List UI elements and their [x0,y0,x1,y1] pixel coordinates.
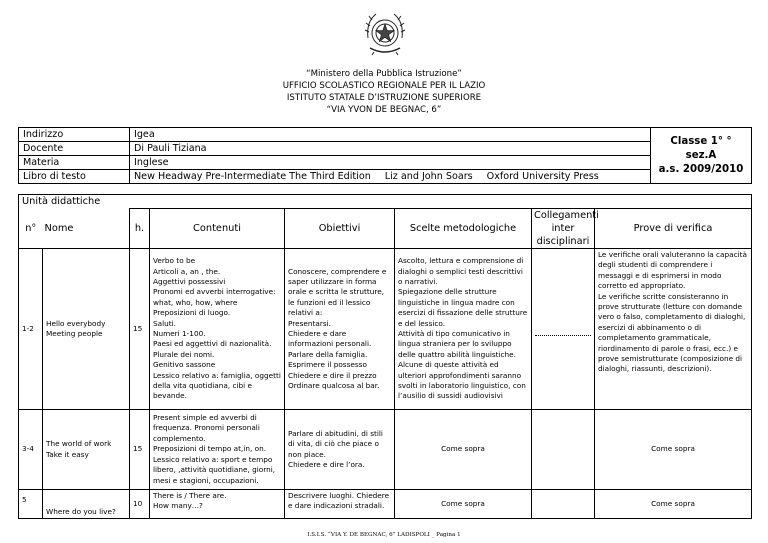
ore-header: h. [130,209,150,249]
row-ore: 15 [130,249,150,410]
unita-didattiche-header: Unità didattiche [19,195,752,209]
table-row [19,410,752,490]
row-collegamenti [532,490,595,519]
row-ore: 15 [130,410,150,490]
row-obiettivi: Conoscere, comprendere e saper utilizzare in forma orale e scritta le strutture, le funzioni ed il lessico relativi a: Presentarsi. Chiedere e dare informazioni personali. Parlare della famiglia. Esprimere il possesso Chiedere e dire il prezzo Ordinare qualcosa al bar. [285,249,395,410]
row-collegamenti [532,249,595,410]
obiettivi-header: Obiettivi [285,209,395,249]
row-contenuti: There is / There are. How many…? [150,490,285,519]
libro-authors: Liz and John Soars [384,171,473,182]
row-num: 1-2 [19,249,43,410]
libro-publisher: Oxford University Press [486,171,599,182]
value-materia: Inglese [130,156,651,170]
row-prove: Come sopra [595,410,752,490]
num-header: n° [19,209,43,249]
libro-title: New Headway Pre-Intermediate The Third Edition [134,171,371,182]
collegamenti-header: Collegamenti inter disciplinari [532,209,595,249]
row-nome: The world of work Take it easy [43,410,130,490]
scelte-header: Scelte metodologiche [395,209,532,249]
programme-table [18,194,752,519]
row-num: 3-4 [19,410,43,490]
republic-emblem-icon [362,8,408,58]
row-obiettivi: Parlare di abitudini, di stili di vita, di ciò che piace o non piace. Chiedere e dire l’ora. [285,410,395,490]
header-ministero: “Ministero della Pubblica Istruzione” [306,69,462,79]
contenuti-header: Contenuti [150,209,285,249]
row-collegamenti [532,410,595,490]
table-row [19,249,752,410]
row-ore: 10 [130,490,150,519]
row-prove: Come sopra [595,490,752,519]
row-contenuti: Present simple ed avverbi di frequenza. Pronomi personali complemento. Preposizioni di tempo at,in, on. Lessico relativo a: sport e tempo libero, ,attività quotidiane, giorni, mesi e stagioni, occupazioni. [150,410,285,490]
header-istituto: ISTITUTO STATALE D’ISTRUZIONE SUPERIORE [286,93,482,103]
classe-cell [651,128,752,184]
row-contenuti: Verbo to be Articoli a, an , the. Aggettivi possessivi Pronomi ed avverbi interrogative: what, who, how, where Preposizioni di luogo. Saluti. Numeri 1-100. Paesi ed aggettivi di nazionalità. Plurale dei nomi. Genitivo sassone Lessico relativo a: famiglia, oggetti della vita quotidiana, cibi e bevande. [150,249,285,410]
info-table [18,127,752,184]
header-ufficio: UFFICIO SCOLASTICO REGIONALE PER IL LAZIO [282,81,486,91]
row-scelte: Ascolto, lettura e comprensione di dialoghi o semplici testi descrittivi o narrativi. Spiegazione delle strutture linguistiche in lingua madre con esercizi di fissazione delle strutture e del lessico. Attività di tipo comunicativo in lingua straniera per lo sviluppo delle quattro abilità linguistiche. Alcune di queste attività ed ulteriori approfondimenti saranno svolti in laboratorio linguistico, con l’ausilio di sussidi audiovisivi [395,249,532,410]
label-docente: Docente [19,142,130,156]
label-materia: Materia [19,156,130,170]
row-scelte: Come sopra [395,490,532,519]
prove-header: Prove di verifica [595,209,752,249]
anno-scolastico: a.s. 2009/2010 [658,163,744,175]
classe-label: Classe 1° ° sez.A [670,135,732,161]
page-footer: I.S.I.S. “VIA Y. DE BEGNAC, 6” LADISPOLI _ Pagina 1 [307,532,461,538]
row-nome: Hello everybody Meeting people [43,249,130,410]
value-libro [130,170,651,184]
header-indirizzo-scuola: “VIA YVON DE BEGNAC, 6” [326,105,442,115]
row-nome: Where do you live? [43,490,130,519]
row-scelte: Come sopra [395,410,532,490]
value-docente: Di Pauli Tiziana [130,142,651,156]
label-indirizzo: Indirizzo [19,128,130,142]
row-obiettivi: Descrivere luoghi. Chiedere e dare indicazioni stradali. [285,490,395,519]
nome-header: Nome [43,209,130,249]
row-prove: Le verifiche orali valuteranno la capacità degli studenti di comprendere i messaggi e di esprimersi in modo corretto ed appropriato. Le verifiche scritte consisteranno in prove strutturate (letture con domande vero o falso, completamento di dialoghi, esercizi di abbinamento o di completamento grammaticale, riordinamento di parole o frasi, ecc.) e prove semistrutturate (composizione di dialoghi, riassunti, descrizioni). [595,249,752,410]
dotted-line [535,335,591,336]
row-num: 5 [19,490,43,519]
label-libro: Libro di testo [19,170,130,184]
table-row [19,490,752,519]
value-indirizzo: Igea [130,128,651,142]
